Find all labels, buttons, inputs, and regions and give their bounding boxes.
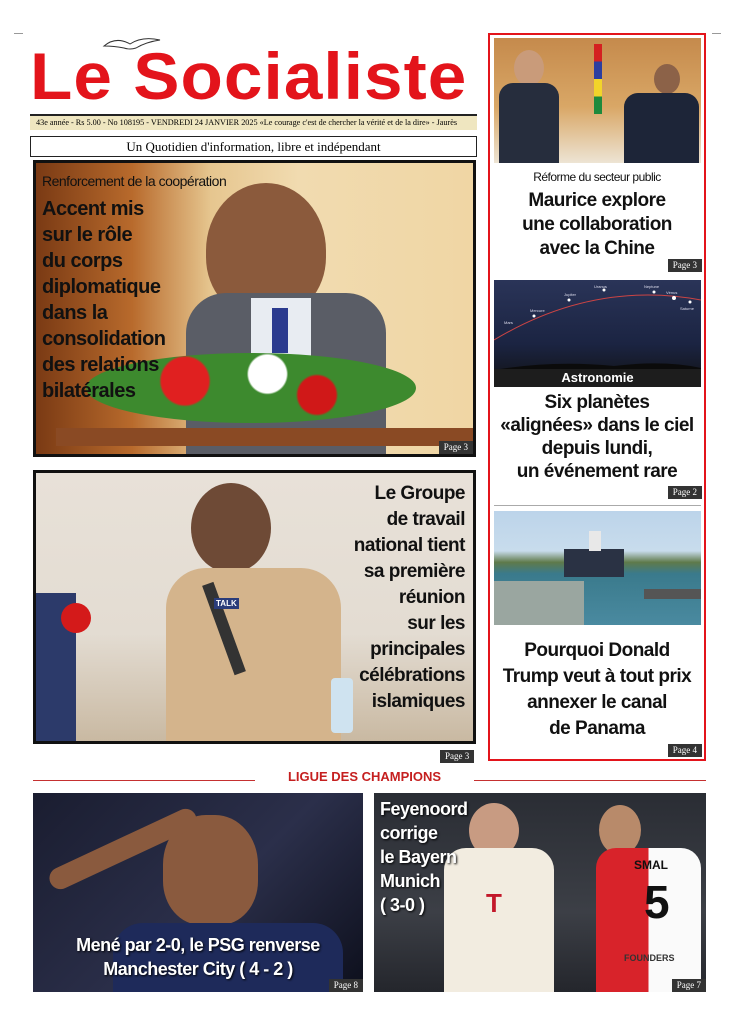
planet-label: Jupiter [564,292,577,297]
story1-headline[interactable]: Accent mis sur le rôle du corps diplomatique dans la consolidation des relations bilatérales [42,198,166,402]
masthead [30,40,480,112]
planet-label: Mars [504,320,513,325]
section-title[interactable]: LIGUE DES CHAMPIONS [287,769,442,784]
page-ref[interactable]: Page 2 [668,486,702,499]
speaker-head [191,483,271,573]
issue-info-bar: 43e année - Rs 5.00 - No 108195 - VENDREDI 24 JANVIER 2025 «Le courage c'est de chercher la vérité et de la dire» - Jaurès [30,114,477,130]
planet-label: Uranus [594,284,607,289]
right-column [488,33,706,761]
ship [564,549,624,577]
story-islamic-photo[interactable]: TALK Le Groupe de travail national tient sa première réunion sur les principales célébrations islamiques [33,470,476,744]
newspaper-title[interactable]: Le Socialiste [30,39,468,113]
crop-mark [14,33,23,34]
page-ref[interactable]: Page 3 [439,441,473,454]
planet-label: Saturne [680,306,695,311]
mauritius-flag [594,44,602,114]
story2-headline[interactable]: Le Groupe de travail national tient sa première réunion sur les principales célébrations islamiques [353,483,465,712]
page-ref[interactable]: Page 3 [668,259,702,272]
feyenoord-caption: Feyenoord corrige le Bayern Munich ( 3-0 ) [380,799,468,915]
right3-headline[interactable]: Pourquoi Donald Trump veut à tout prix annexer le canal de Panama [502,640,692,739]
sky-photo[interactable] [494,280,701,387]
page-ref[interactable]: Page 8 [329,979,363,992]
planet-label: Neptune [644,284,660,289]
right2-headline[interactable]: Six planètes «alignées» dans le ciel depuis lundi, un événement rare [500,392,694,482]
podium [56,428,476,446]
crop-mark [712,33,721,34]
page-ref[interactable]: Page 7 [672,979,706,992]
tagline: Un Quotidien d'information, libre et indépendant [30,136,477,157]
story-diplomatic-photo[interactable] [33,160,476,457]
right2-kicker: Astronomie [494,369,701,387]
right1-headline[interactable]: Maurice explore une collaboration avec la Chine [522,190,672,259]
tie [272,308,288,353]
feyenoord-photo[interactable]: T SMAL 5 FOUNDERS Feyenoord corrige le Bayern Munich ( 3-0 ) Page 7 [374,793,706,992]
page-ref[interactable]: Page 3 [440,750,474,763]
planet-label: Mercure [530,308,545,313]
psg-caption: Mené par 2-0, le PSG renverse Manchester City ( 4 - 2 ) [76,935,320,979]
psg-photo[interactable] [33,793,363,992]
story1-kicker: Renforcement de la coopération [42,173,227,189]
panama-canal-photo[interactable] [494,511,701,625]
planet-label: Vénus [666,290,678,295]
page-ref[interactable]: Page 4 [668,744,702,757]
right1-kicker: Réforme du secteur public [533,170,661,184]
meeting-photo[interactable] [494,38,701,163]
